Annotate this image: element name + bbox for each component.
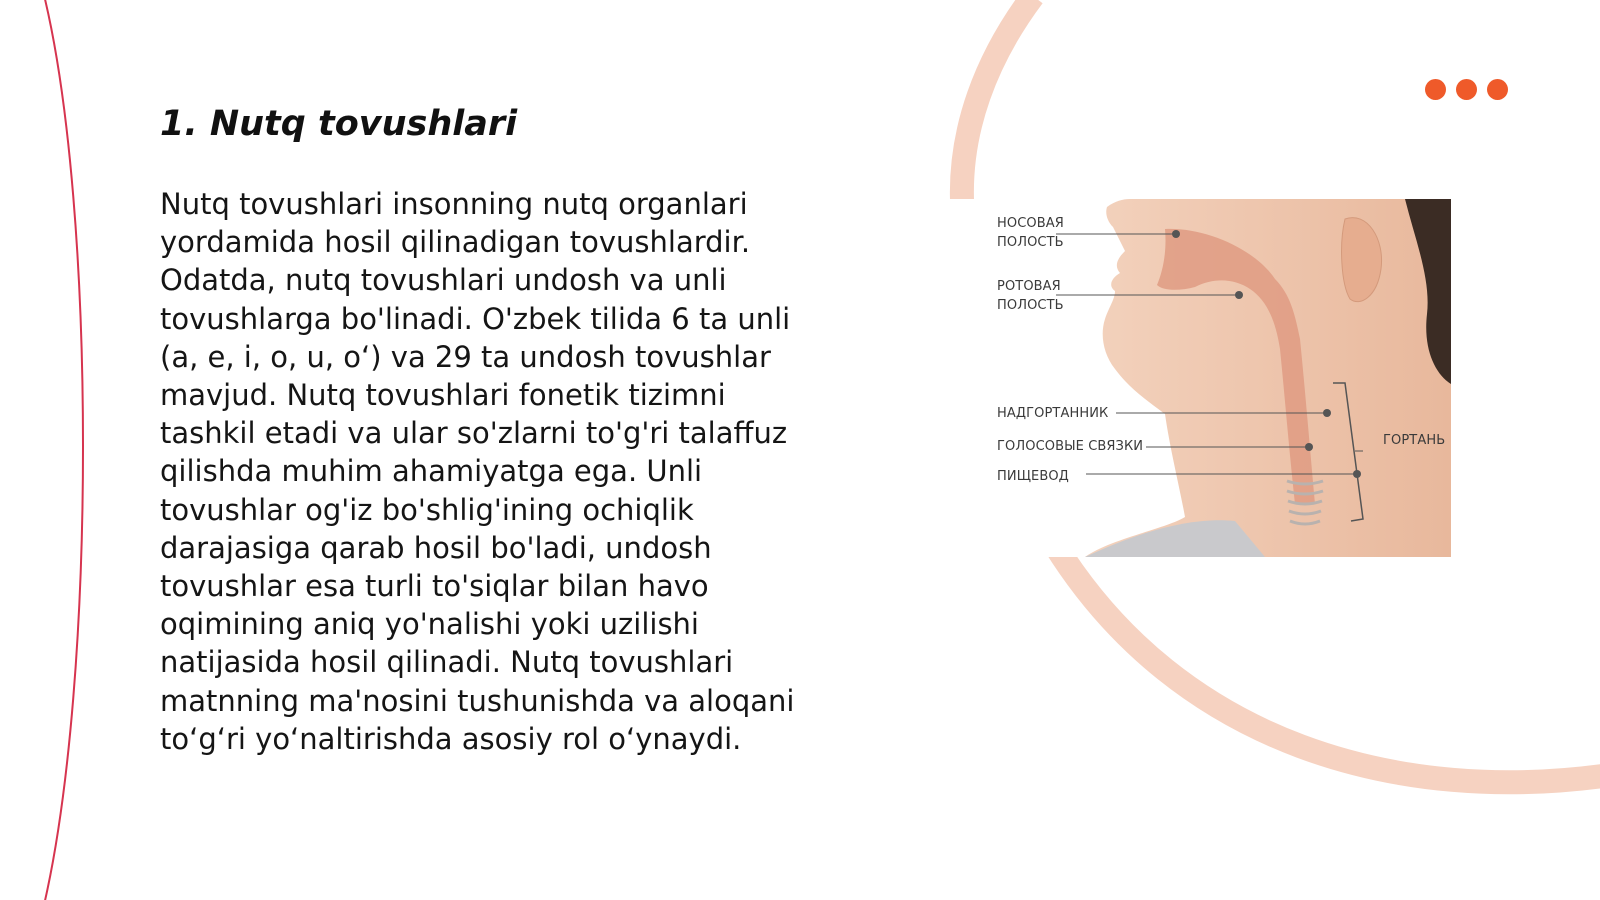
head-illustration xyxy=(935,199,1451,557)
speech-organs-diagram xyxy=(935,199,1451,557)
label-epiglottis: НАДГОРТАННИК xyxy=(997,406,1109,421)
label-esophagus: ПИЩЕВОД xyxy=(997,469,1069,484)
label-vocal-cords: ГОЛОСОВЫЕ СВЯЗКИ xyxy=(997,439,1144,454)
decorative-arc-bottom xyxy=(1055,545,1600,782)
three-dots-icon xyxy=(1425,79,1515,101)
dot-3 xyxy=(1487,79,1508,100)
dot-2 xyxy=(1456,79,1477,100)
shirt xyxy=(1085,520,1265,557)
label-larynx: ГОРТАНЬ xyxy=(1383,433,1446,448)
label-oral-cavity: РОТОВАЯ ПОЛОСТЬ xyxy=(997,279,1064,313)
dot-1 xyxy=(1425,79,1446,100)
label-nasal-cavity: НОСОВАЯ ПОЛОСТЬ xyxy=(997,216,1064,250)
slide-body-text: Nutq tovushlari insonning nutq organlari yordamida hosil qilinadigan tovushlardir. Odatda, nutq tovushlari undosh va unli tovushlarga bo'linadi. O'zbek tilida 6 ta unli (a, e, i, o, u, o‘) va 29 ta undosh tovushlar mavjud. Nutq tovushlari fonetik tizimni tashkil etadi va ular so'zlarni to'g'ri talaffuz qilishda muhim ahamiyatga ega. Unli tovushlar og'iz bo'shlig'ining ochiqlik darajasiga qarab hosil bo'ladi, undosh tovushlar esa turli to'siqlar bilan havo oqimining aniq yo'nalishi yoki uzilishi natijasida hosil qilinadi. Nutq tovushlari matnning ma'nosini tushunishda va aloqani to‘g‘ri yo‘naltirishda asosiy rol o‘ynaydi. xyxy=(160,187,795,756)
slide-title: 1. Nutq tovushlari xyxy=(160,104,518,144)
head-silhouette xyxy=(1085,199,1451,557)
decorative-arc-top xyxy=(962,0,1033,200)
left-accent-curve xyxy=(44,0,83,900)
